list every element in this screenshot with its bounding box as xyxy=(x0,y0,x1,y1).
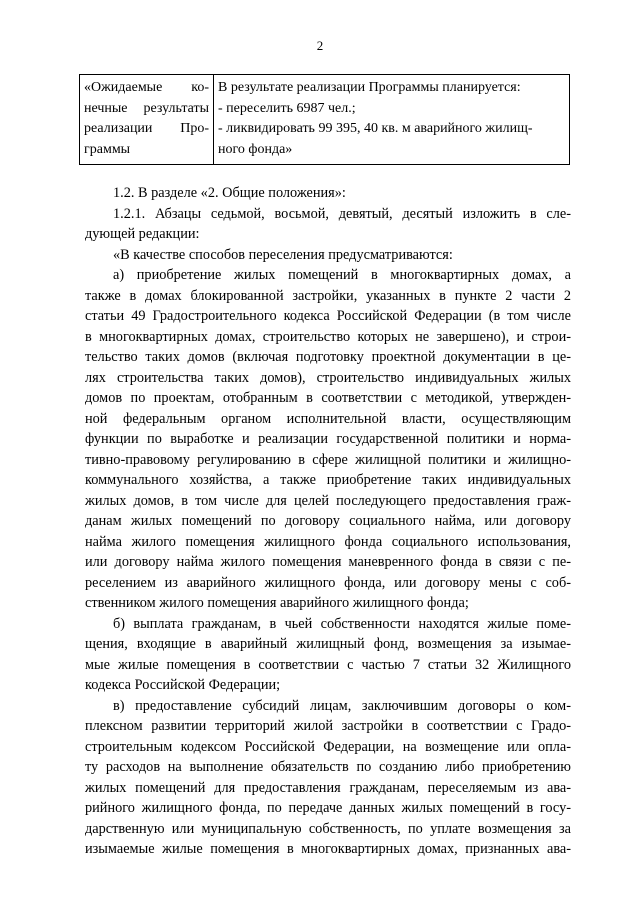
text-line: жилых помещений для предоставления гражданам, переселяемым из ава- xyxy=(85,779,571,796)
text-line: рийного жилищного фонда, по передаче данных жилых помещений в госу- xyxy=(85,800,571,816)
text-line: 1.2.1. Абзацы седьмой, восьмой, девятый, десятый изложить в сле- xyxy=(113,205,571,222)
text-line: в) предоставление субсидий лицам, заключившим договоры о ком- xyxy=(113,697,571,714)
text-line: 1.2. В разделе «2. Общие положения»: xyxy=(113,185,346,201)
table-label-line: нечные результаты xyxy=(84,100,209,116)
text-line: мые жилые помещения в соответствии с частью 7 статьи 32 Жилищного xyxy=(85,656,571,673)
text-line: в многоквартирных домах, строительство которых не завершено), и строи- xyxy=(85,328,571,345)
text-line: данам жилых помещений по договору социального найма, или договору xyxy=(85,513,571,529)
text-line: найма жилого помещения жилищного фонда социального использования, xyxy=(85,533,571,550)
text-line: строительным кодексом Российской Федерации, на возмещение или опла- xyxy=(85,738,571,755)
text-line: ственником жилого помещения аварийного жилищного фонда; xyxy=(85,595,469,611)
table-value-line: В результате реализации Программы планируется: xyxy=(218,80,521,95)
text-line: дующей редакции: xyxy=(85,226,200,242)
text-line: кодекса Российской Федерации; xyxy=(85,677,281,693)
text-line: статьи 49 Градостроительного кодекса Российской Федерации (в том числе xyxy=(85,308,571,324)
table-value-line: ного фонда» xyxy=(218,141,293,157)
text-line: а) приобретение жилых помещений в многоквартирных домах, а xyxy=(113,267,571,283)
table-cell-value xyxy=(214,75,570,165)
text-line: также в домах блокированной застройки, указанных в пункте 2 части 2 xyxy=(85,287,571,304)
text-line: дарственную или муниципальную собственность, по уплате возмещения за xyxy=(85,820,571,837)
text-line: ной федеральным органом исполнительной власти, осуществляющим xyxy=(85,410,571,427)
table-value-line: - ликвидировать 99 395, 40 кв. м аварийного жилищ- xyxy=(218,121,533,136)
text-line: ту расходов на выполнение обязательств по созданию либо приобретению xyxy=(85,759,571,775)
text-line: изымаемые жилые помещения в многоквартирных домах, признанных ава- xyxy=(85,841,571,857)
text-line: щения, входящие в аварийный жилищный фонд, возмещения за изымае- xyxy=(85,636,571,652)
text-line: тивно-правовому регулированию в сфере жилищной политики и жилищно- xyxy=(85,451,571,468)
table-label-line: «Ожидаемые ко- xyxy=(84,80,209,95)
document-body xyxy=(85,183,571,860)
text-line: «В качестве способов переселения предусматриваются: xyxy=(113,246,453,263)
page-number: 2 xyxy=(316,38,324,53)
text-line: реселением из аварийного жилищного фонда, или договору мены с соб- xyxy=(85,574,571,591)
text-line: функции по выработке и реализации государственной политики и норма- xyxy=(85,431,571,447)
text-line: коммунального хозяйства, а также приобретение таких индивидуальных xyxy=(85,472,571,488)
text-line: жилых домов, в том числе для целей последующего предоставления граж- xyxy=(85,492,571,509)
text-line: тельство таких домов (включая подготовку проектной документации в це- xyxy=(85,349,571,365)
text-line: б) выплата гражданам, в чьей собственности находятся жилые поме- xyxy=(113,615,571,632)
table-label-line: реализации Про- xyxy=(84,121,209,136)
table-value-line: - переселить 6987 чел.; xyxy=(218,100,356,116)
text-line: домов по проектам, отобранным в соответствии с методикой, утвержден- xyxy=(85,390,571,406)
text-line: лях строительства таких домов), строительство индивидуальных жилых xyxy=(85,369,571,386)
table-row xyxy=(80,75,570,165)
text-line: плексном развитии территорий жилой застройки в соответствии с Градо- xyxy=(85,718,571,734)
table-label-line: граммы xyxy=(84,141,131,157)
expected-results-table xyxy=(79,74,570,165)
text-line: или договору найма жилого помещения маневренного фонда в связи с пе- xyxy=(85,554,571,570)
table-cell-label xyxy=(80,75,214,165)
